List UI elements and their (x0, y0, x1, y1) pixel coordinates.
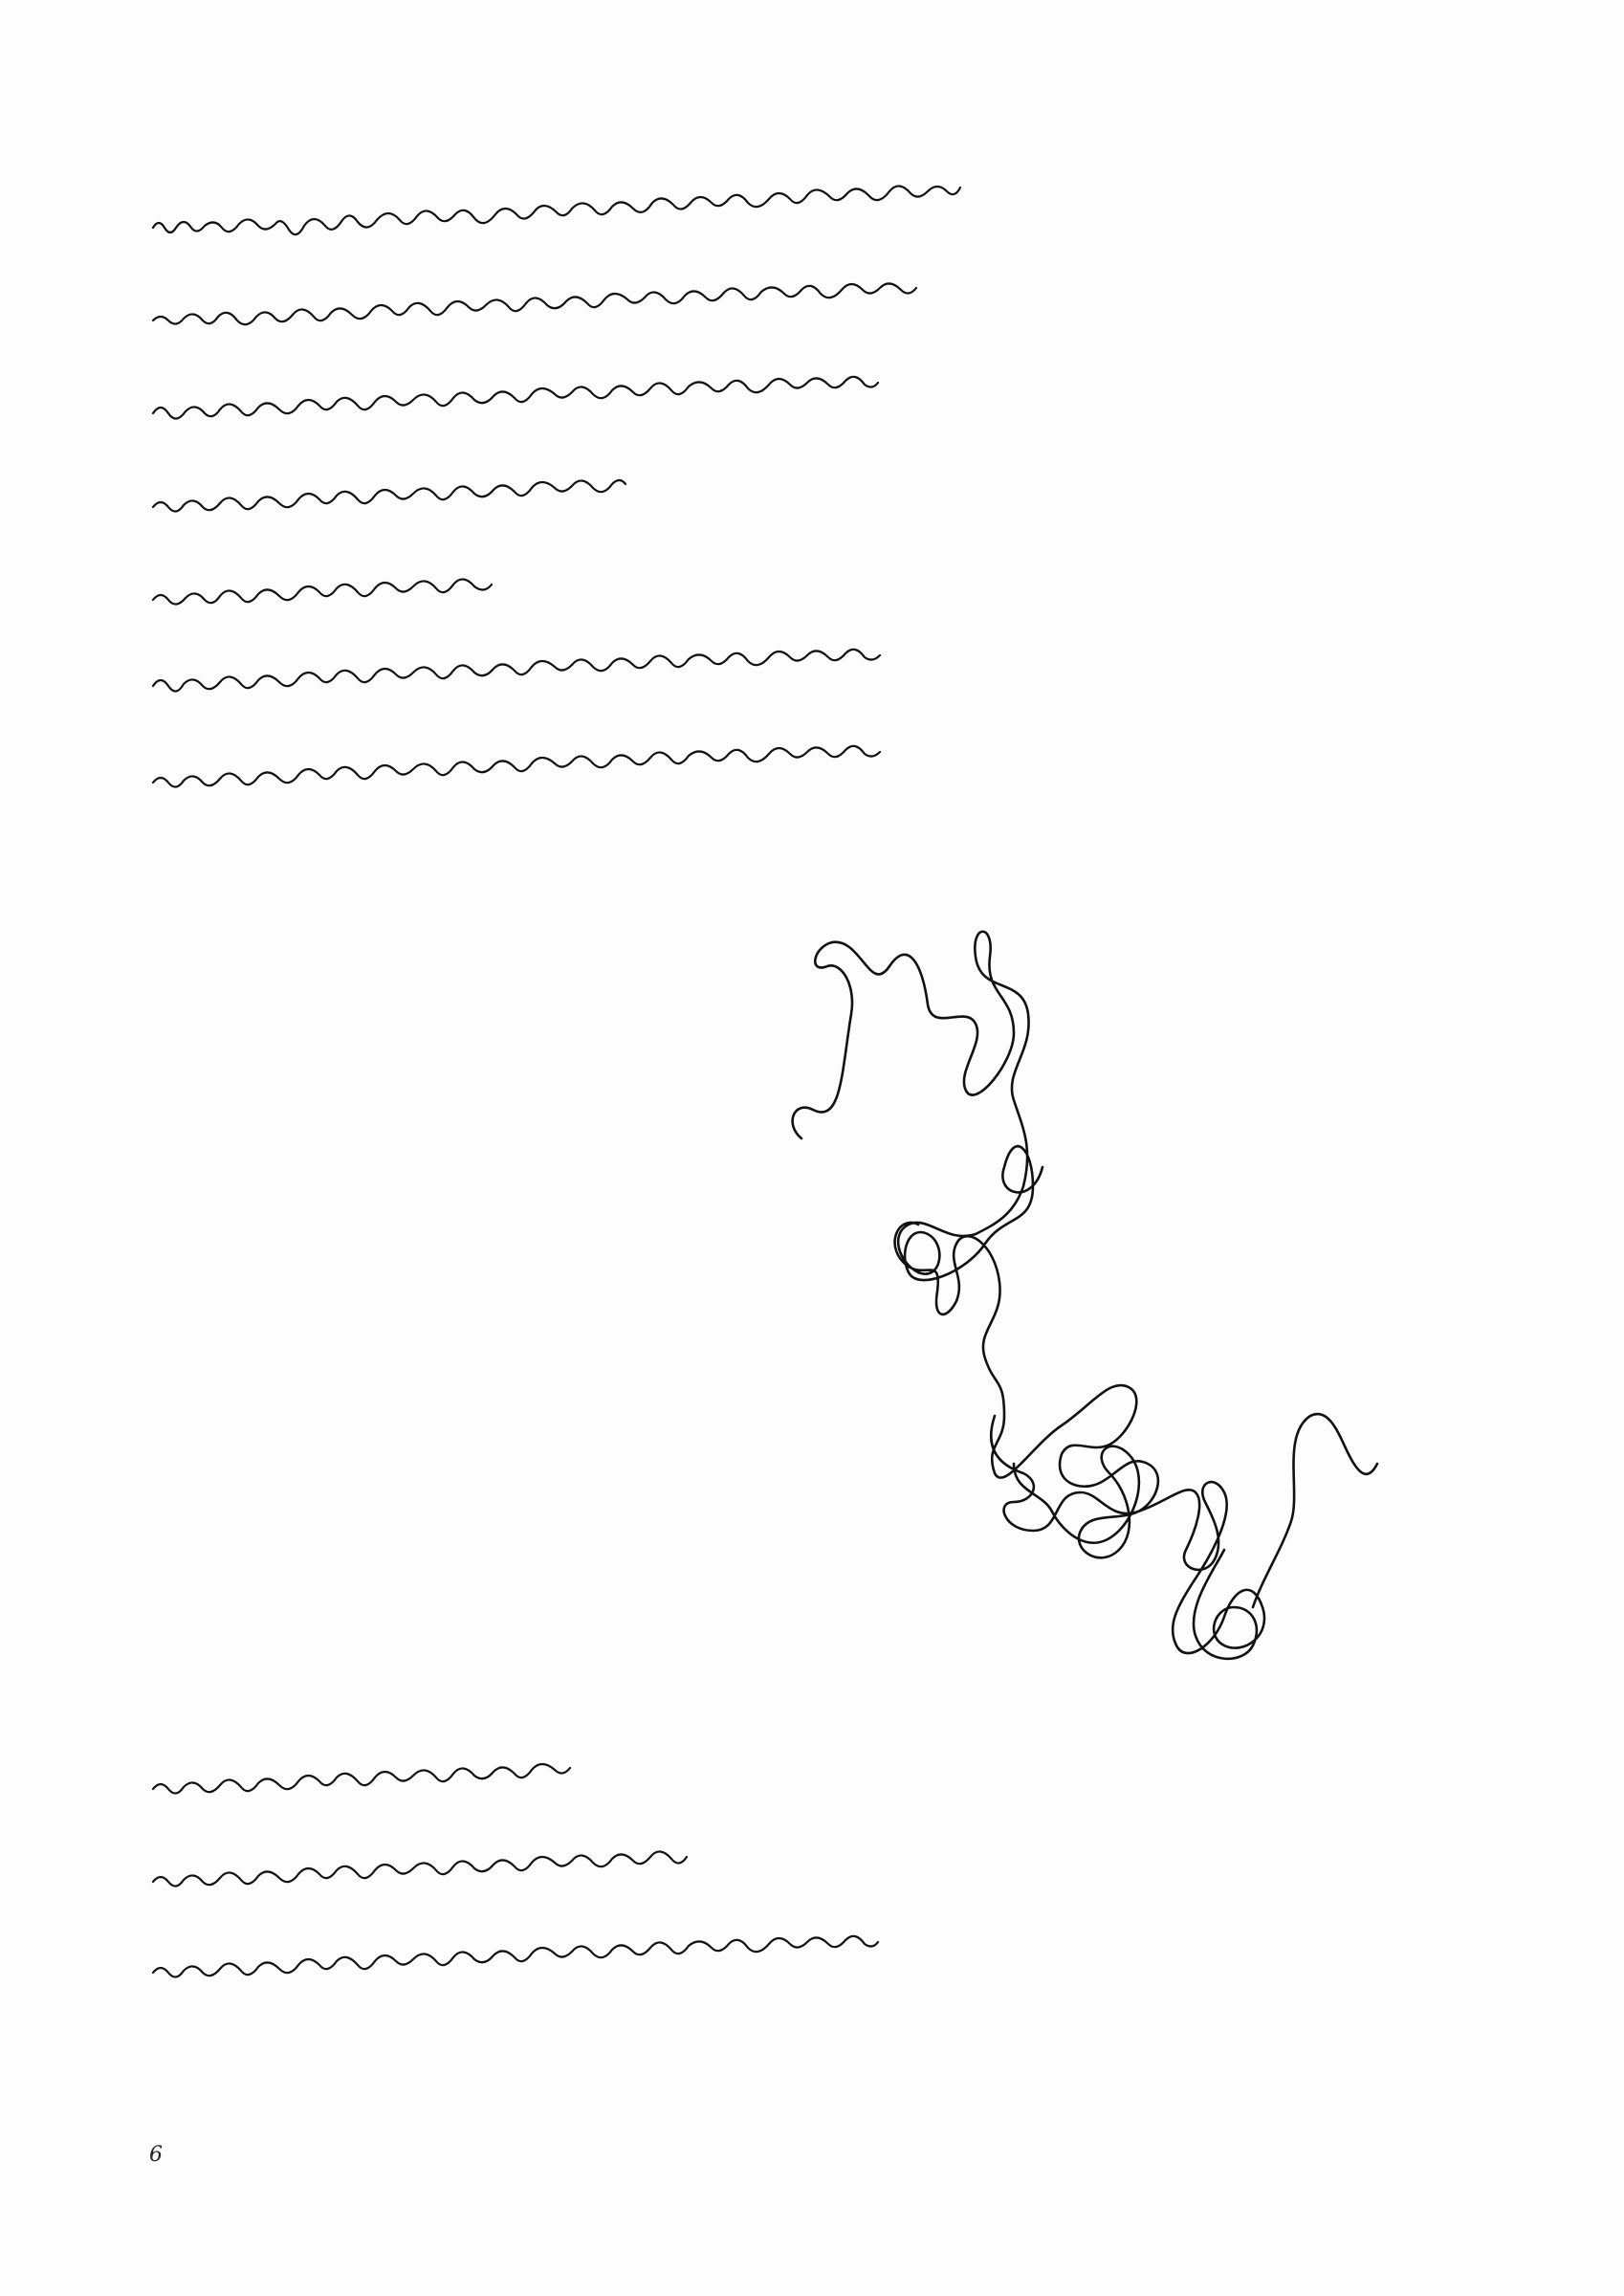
handwriting-line-5 (153, 579, 492, 604)
handwriting-line-3 (153, 377, 878, 419)
handwriting-line-6 (153, 650, 880, 692)
handwriting-line-7 (153, 746, 880, 787)
handwriting-line-4 (153, 480, 625, 512)
paragraph-2 (153, 1764, 878, 1977)
handwriting-line-9 (153, 1851, 687, 1886)
handwriting-line-2 (153, 283, 916, 324)
tangled-line-figure (793, 932, 1377, 1659)
handwriting-line-8 (153, 1764, 570, 1794)
handwriting-line-1 (153, 186, 960, 234)
page-number: 6 (149, 2143, 163, 2167)
handwriting-line-10 (153, 1936, 878, 1977)
paragraph-1 (153, 186, 960, 786)
